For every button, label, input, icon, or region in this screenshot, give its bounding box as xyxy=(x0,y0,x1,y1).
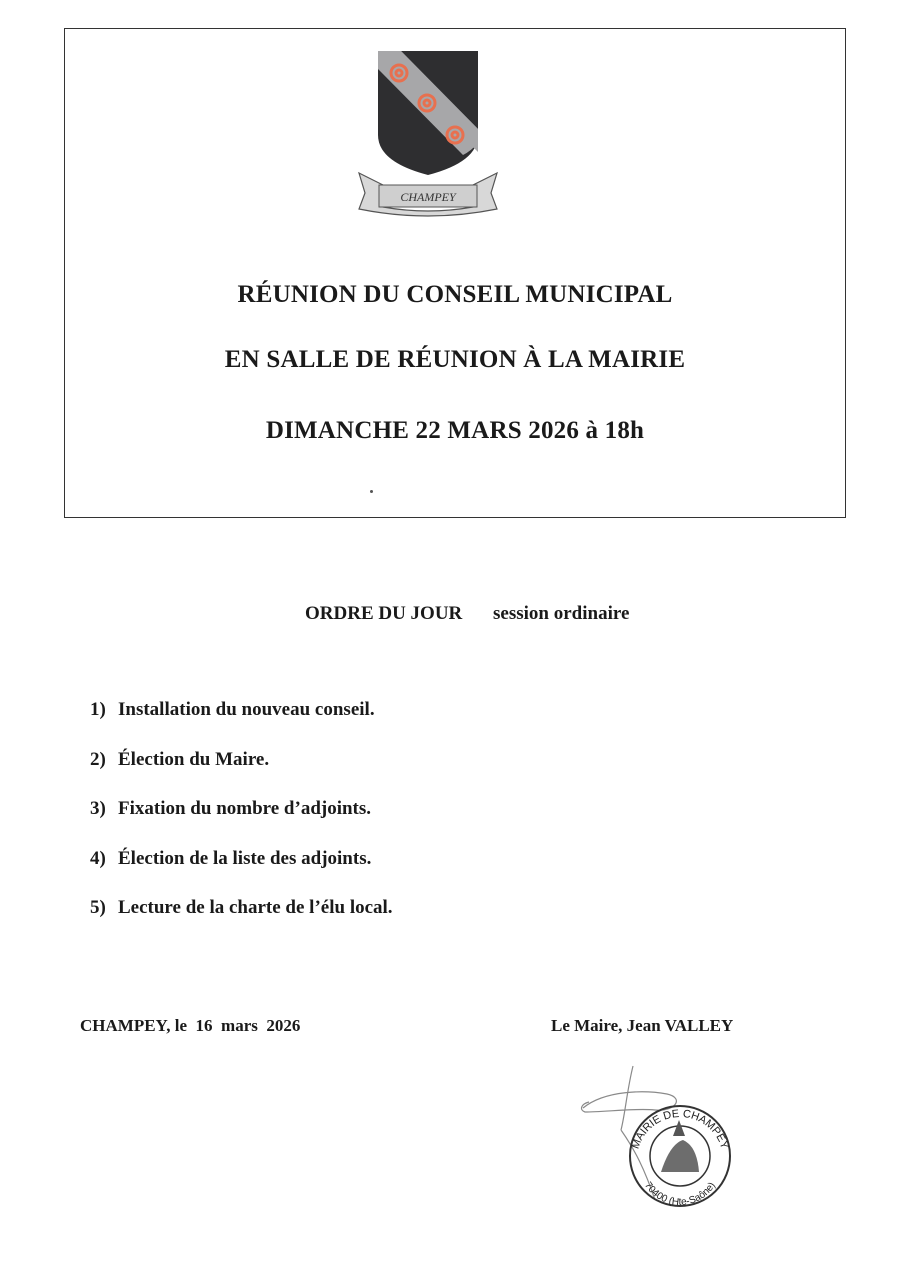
meeting-location: EN SALLE DE RÉUNION À LA MAIRIE xyxy=(224,346,686,373)
agenda-item: 1) Installation du nouveau conseil. xyxy=(90,699,375,720)
agenda-list xyxy=(90,698,393,946)
stamp-bottom-text: 70400 (Hte-Saône) xyxy=(642,1180,718,1209)
meeting-datetime: DIMANCHE 22 MARS 2026 à 18h xyxy=(265,417,645,444)
agenda-heading-label: ORDRE DU JOUR xyxy=(305,603,463,624)
coat-of-arms xyxy=(353,47,503,217)
town-hall-stamp xyxy=(630,1106,731,1208)
signature-and-stamp xyxy=(575,1060,745,1210)
agenda-item: 5) Lecture de la charte de l’élu local. xyxy=(90,897,393,918)
stamp-top-text: MAIRIE DE CHAMPEY xyxy=(629,1107,731,1151)
agenda-heading xyxy=(305,603,629,625)
crest-banner-text: CHAMPEY xyxy=(400,190,456,204)
agenda-item: 2) Élection du Maire. xyxy=(90,748,270,770)
meeting-title: RÉUNION DU CONSEIL MUNICIPAL xyxy=(237,281,673,308)
speck xyxy=(370,490,373,493)
agenda-item: 3) Fixation du nombre d’adjoints. xyxy=(90,798,372,819)
agenda-item: 4) Élection de la liste des adjoints. xyxy=(90,847,372,869)
session-type: session ordinaire xyxy=(493,603,630,624)
signatory: Le Maire, Jean VALLEY xyxy=(551,1016,734,1035)
svg-text:70400 (Hte-Saône) xyxy=(642,1180,718,1208)
place-date: CHAMPEY, le 16 mars 2026 xyxy=(80,1016,301,1035)
